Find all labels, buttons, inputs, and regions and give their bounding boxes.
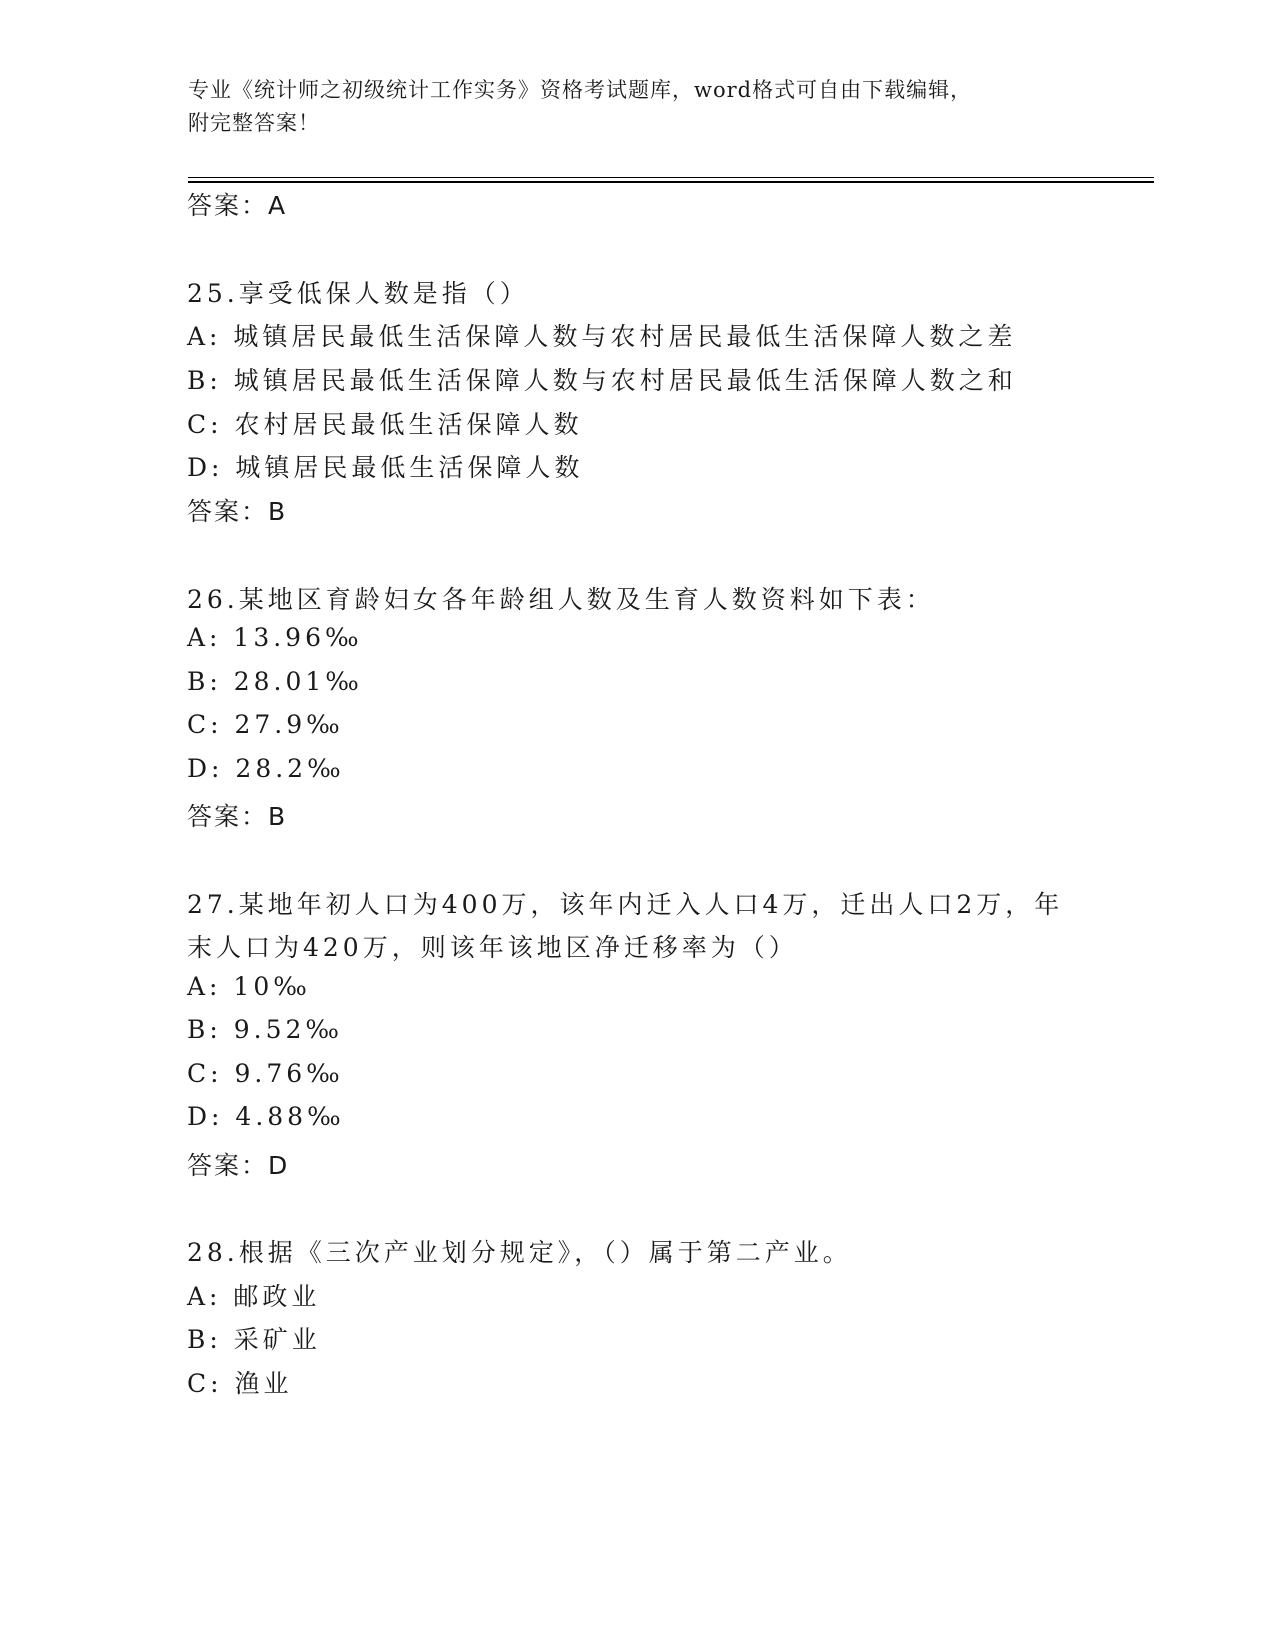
option-b: B: 城镇居民最低生活保障人数与农村居民最低生活保障人数之和 bbox=[187, 366, 1017, 395]
option-c: C: 9.76‰ bbox=[187, 1059, 344, 1088]
option-b: B: 采矿业 bbox=[187, 1325, 321, 1354]
question-text-line-1: 27.某地年初人口为400万，该年内迁入人口4万，迁出人口2万，年 bbox=[187, 890, 1064, 919]
question-text: 28.根据《三次产业划分规定》，（）属于第二产业。 bbox=[187, 1238, 852, 1267]
header-line-1: 专业《统计师之初级统计工作实务》资格考试题库，word格式可自由下载编辑， bbox=[188, 78, 973, 102]
header-divider-thick bbox=[188, 181, 1154, 183]
question-text: 25.享受低保人数是指（） bbox=[187, 279, 529, 308]
option-d: D: 4.88‰ bbox=[187, 1102, 345, 1131]
header-line-2: 附完整答案！ bbox=[188, 111, 320, 135]
question-text-line-2: 末人口为420万，则该年该地区净迁移率为（） bbox=[187, 933, 798, 962]
question-text: 26.某地区育龄妇女各年龄组人数及生育人数资料如下表： bbox=[187, 585, 935, 614]
option-c: C: 27.9‰ bbox=[187, 710, 344, 739]
option-a: A: 13.96‰ bbox=[187, 623, 363, 652]
option-b: B: 28.01‰ bbox=[187, 667, 363, 696]
option-c: C: 渔业 bbox=[187, 1369, 293, 1398]
document-header bbox=[188, 74, 1088, 140]
option-a: A: 10‰ bbox=[187, 972, 311, 1001]
answer: 答案：D bbox=[187, 1151, 290, 1180]
answer: 答案：B bbox=[187, 497, 288, 526]
answer: 答案：B bbox=[187, 802, 288, 831]
answer-previous: 答案：A bbox=[187, 191, 288, 220]
option-a: A: 邮政业 bbox=[187, 1282, 321, 1311]
header-divider-thin bbox=[188, 177, 1154, 178]
option-d: D: 城镇居民最低生活保障人数 bbox=[187, 453, 584, 482]
option-d: D: 28.2‰ bbox=[187, 754, 345, 783]
option-c: C: 农村居民最低生活保障人数 bbox=[187, 410, 583, 439]
option-a: A: 城镇居民最低生活保障人数与农村居民最低生活保障人数之差 bbox=[187, 322, 1017, 351]
option-b: B: 9.52‰ bbox=[187, 1015, 343, 1044]
